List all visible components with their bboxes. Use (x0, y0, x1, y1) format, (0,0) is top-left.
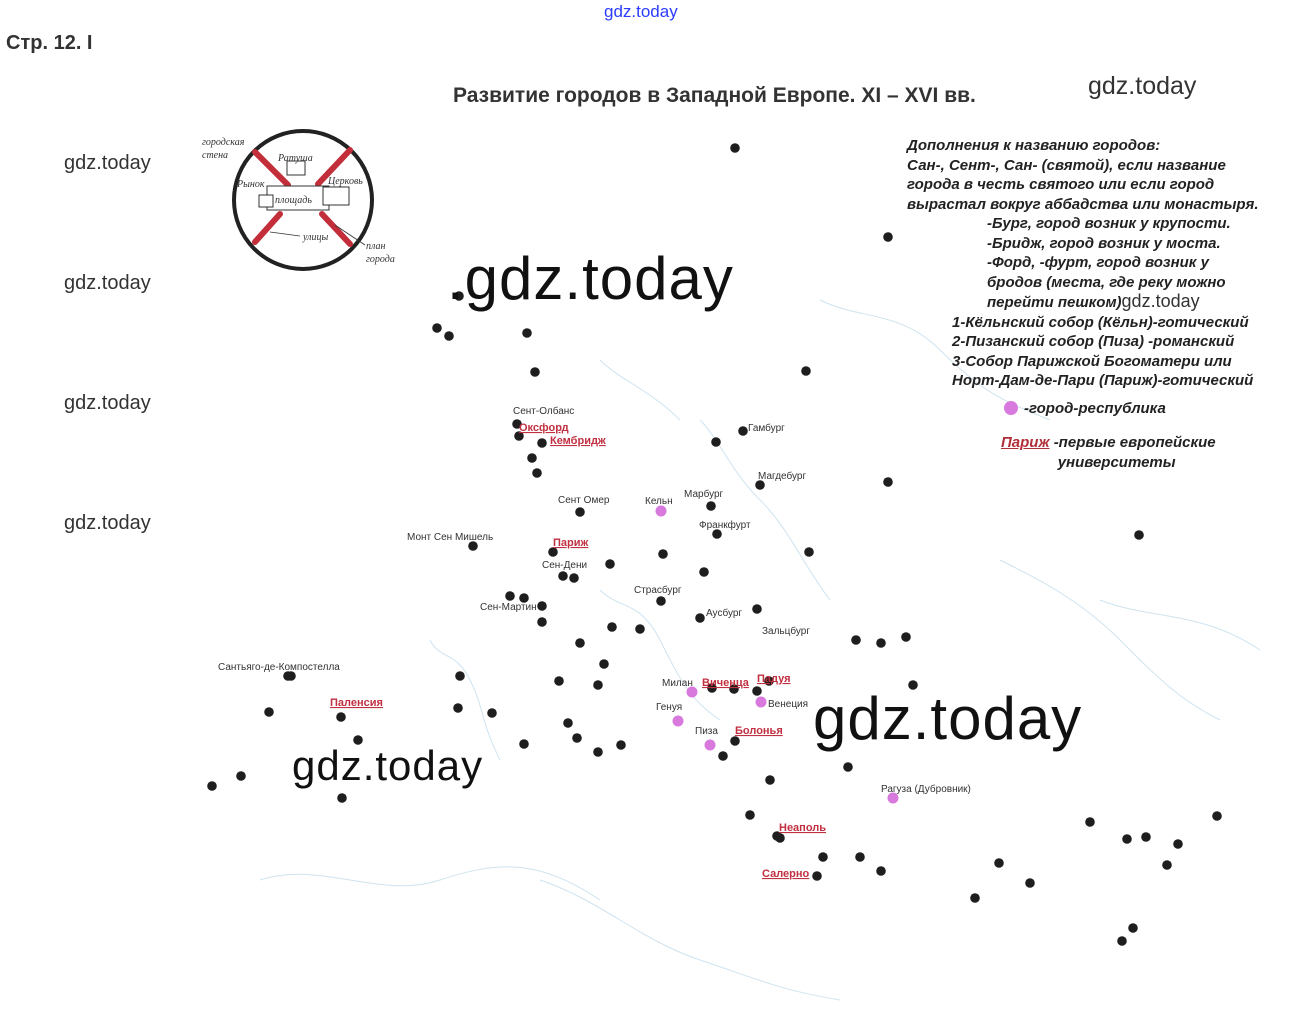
city-label: Кельн (645, 496, 673, 507)
university-city-label: Неаполь (779, 822, 827, 834)
city-dot (752, 686, 762, 696)
city-dot (699, 567, 709, 577)
city-dot (572, 733, 582, 743)
city-dot (851, 635, 861, 645)
city-dot (593, 747, 603, 757)
city-marker (695, 726, 718, 751)
city-marker (772, 822, 826, 841)
city-dot (537, 617, 547, 627)
legend-university-line-2: университеты (1057, 454, 1176, 471)
city-label: Милан (662, 678, 693, 689)
watermark-large-1: .gdz.today (447, 245, 734, 312)
university-city-label: Салерно (762, 868, 810, 880)
city-marker (684, 488, 724, 511)
watermark-left-1: gdz.today (64, 152, 151, 174)
city-dot (1085, 817, 1095, 827)
city-label: Сен-Мартин (480, 602, 537, 613)
watermark-large-2: gdz.today (813, 685, 1083, 752)
city-dot (635, 624, 645, 634)
city-label: Сен-Дени (542, 560, 588, 571)
city-label: Гамбург (748, 423, 785, 434)
city-dot (812, 871, 822, 881)
city-dot (970, 893, 980, 903)
city-dot (616, 740, 626, 750)
city-dot (1128, 923, 1138, 933)
city-dot (901, 632, 911, 642)
city-dot (1134, 530, 1144, 540)
city-marker (407, 532, 493, 551)
legend-ford-3-row (907, 292, 1259, 313)
city-marker (558, 495, 610, 517)
city-dot (1025, 878, 1035, 888)
city-marker (662, 678, 698, 698)
watermark-left-3: gdz.today (64, 392, 151, 414)
university-city-label: Кембридж (550, 435, 606, 447)
city-dot (738, 426, 748, 436)
city-dot (537, 438, 547, 448)
city-label: Марбург (684, 489, 724, 500)
legend-cathedral-3b: Норт-Дам-де-Пари (Париж)-готический (952, 372, 1254, 389)
plan-label-plan-1: план (366, 241, 386, 252)
watermark-left-2: gdz.today (64, 272, 151, 294)
city-label: Венеция (768, 699, 809, 710)
city-dot (563, 718, 573, 728)
city-dot (236, 771, 246, 781)
city-dot (843, 762, 853, 772)
city-label: Аусбург (706, 608, 743, 619)
legend-cathedral-2: 2-Пизанский собор (Пиза) -романский (952, 333, 1235, 350)
city-dot (745, 810, 755, 820)
city-label: Генуя (656, 702, 683, 713)
republic-city-dot (656, 506, 667, 517)
city-marker (634, 584, 682, 606)
legend-republic-label: -город-республика (1024, 400, 1166, 417)
city-dot (558, 571, 568, 581)
republic-city-dot (756, 697, 767, 708)
city-dot (554, 676, 564, 686)
city-marker (762, 868, 822, 881)
city-dot (1117, 936, 1127, 946)
city-dot (605, 559, 615, 569)
watermark-top: gdz.today (604, 2, 678, 21)
city-dot (537, 601, 547, 611)
city-marker (480, 601, 547, 613)
city-dot (527, 453, 537, 463)
city-dot (337, 793, 347, 803)
city-marker (752, 604, 810, 637)
city-dot (994, 858, 1004, 868)
legend-text (907, 136, 1259, 391)
city-marker (755, 470, 806, 490)
city-dot (1162, 860, 1172, 870)
city-label: Магдебург (758, 471, 807, 482)
city-dot (818, 852, 828, 862)
city-dot (505, 591, 515, 601)
city-dot (575, 638, 585, 648)
city-dot (455, 671, 465, 681)
city-dot (575, 507, 585, 517)
city-dot (1212, 811, 1222, 821)
plan-label-wall-2: стена (202, 150, 229, 161)
city-marker (699, 519, 751, 539)
legend-ford-3: перейти пешком) (987, 294, 1122, 311)
watermark-large-3: gdz.today (292, 742, 484, 789)
legend-line-1: Сан-, Сент-, Сан- (святой), если название (907, 156, 1226, 174)
city-dot (730, 143, 740, 153)
city-label: Сент-Олбанс (513, 406, 575, 417)
city-dot (804, 547, 814, 557)
city-dot (883, 232, 893, 242)
plan-label-church: Церковь (328, 176, 363, 187)
city-dot (432, 323, 442, 333)
university-city-label: Виченца (702, 677, 749, 689)
legend-cathedral-1: 1-Кёльнский собор (Кёльн)-готический (952, 313, 1249, 331)
city-dot (752, 604, 762, 614)
city-marker (695, 607, 742, 623)
city-marker (752, 673, 790, 696)
city-marker (756, 697, 809, 711)
legend-line-2: города в честь святого или если город (907, 176, 1215, 193)
city-dot (695, 613, 705, 623)
republic-city-dot (705, 740, 716, 751)
city-dot (855, 852, 865, 862)
legend-university-text (1054, 433, 1216, 473)
plan-label-square: площадь (275, 195, 312, 206)
city-dot (530, 367, 540, 377)
city-dot (706, 501, 716, 511)
city-label: Монт Сен Мишель (407, 532, 494, 543)
legend-cathedral-3a: 3-Собор Парижской Богоматери или (952, 352, 1232, 370)
city-label: Сантьяго-де-Компостелла (218, 662, 340, 673)
watermark-inline: gdz.today (1121, 291, 1200, 311)
plan-label-streets: улицы (303, 232, 329, 243)
city-dot (453, 703, 463, 713)
city-dot (765, 775, 775, 785)
city-dot (718, 751, 728, 761)
city-dot (658, 549, 668, 559)
city-dot (1122, 834, 1132, 844)
city-dot (1141, 832, 1151, 842)
city-plan-diagram (202, 131, 395, 269)
watermark-left-4: gdz.today (64, 512, 151, 534)
city-marker (548, 537, 588, 557)
university-city-label: Париж (553, 537, 589, 549)
city-marker (537, 435, 606, 448)
city-marker (330, 697, 383, 722)
city-dot (207, 781, 217, 791)
city-marker (645, 496, 673, 517)
university-city-label: Болонья (735, 725, 783, 737)
republic-city-dot (673, 716, 684, 727)
plan-label-plan-2: города (366, 254, 395, 265)
city-marker (542, 560, 587, 581)
city-label: Франкфурт (699, 520, 751, 531)
legend-burg: -Бург, город возник у крупости. (987, 215, 1231, 232)
city-dot (532, 468, 542, 478)
legend-bridge: -Бридж, город возник у моста. (987, 234, 1221, 252)
legend-line-3: вырастал вокруг аббадства или монастыря. (907, 195, 1259, 213)
city-dot (656, 596, 666, 606)
city-marker (730, 725, 783, 746)
map-title: Развитие городов в Западной Европе. XI – XVI вв. (453, 84, 976, 107)
legend-republic (1004, 400, 1166, 417)
watermark-right-top: gdz.today (1088, 72, 1197, 100)
city-marker (881, 783, 971, 804)
legend-university (1001, 433, 1216, 473)
city-label: Пиза (695, 726, 718, 737)
city-dot (264, 707, 274, 717)
city-dot (876, 638, 886, 648)
city-label: Страсбург (634, 585, 682, 596)
plan-church (323, 187, 349, 205)
city-dot (569, 573, 579, 583)
city-marker (218, 662, 340, 681)
city-label: Рагуза (Дубровник) (881, 784, 971, 795)
plan-label-wall-1: городская (202, 137, 245, 148)
university-city-label: Оксфорд (519, 422, 569, 434)
university-city-label: Паленсия (330, 697, 383, 709)
city-dot (876, 866, 886, 876)
plan-market (259, 195, 273, 207)
page-label: Стр. 12. I (6, 32, 93, 54)
city-dot (711, 437, 721, 447)
city-dot (801, 366, 811, 376)
city-dot (522, 328, 532, 338)
plan-label-market: Рынок (237, 179, 265, 190)
city-marker (656, 702, 684, 727)
city-dot (1173, 839, 1183, 849)
university-city-label: Падуя (757, 673, 791, 685)
city-label: Зальцбург (762, 626, 810, 637)
legend-university-line-1: -первые европейские (1053, 434, 1216, 451)
city-dot (519, 739, 529, 749)
legend-heading: Дополнения к названию городов: (907, 137, 1161, 154)
city-dot (883, 477, 893, 487)
legend-ford-1: -Форд, -фурт, город возник у (987, 254, 1209, 271)
city-dot (599, 659, 609, 669)
city-dot (730, 736, 740, 746)
republic-dot-icon (1004, 401, 1018, 415)
city-dot (444, 331, 454, 341)
legend-ford-2: бродов (места, где реку можно (987, 273, 1226, 291)
legend-university-sample: Париж (1001, 434, 1050, 451)
city-dot (607, 622, 617, 632)
city-dot (593, 680, 603, 690)
city-dot (336, 712, 346, 722)
city-label: Сент Омер (558, 495, 610, 506)
city-marker (738, 422, 785, 436)
city-dot (487, 708, 497, 718)
plan-label-town-hall: Ратуша (278, 153, 313, 164)
